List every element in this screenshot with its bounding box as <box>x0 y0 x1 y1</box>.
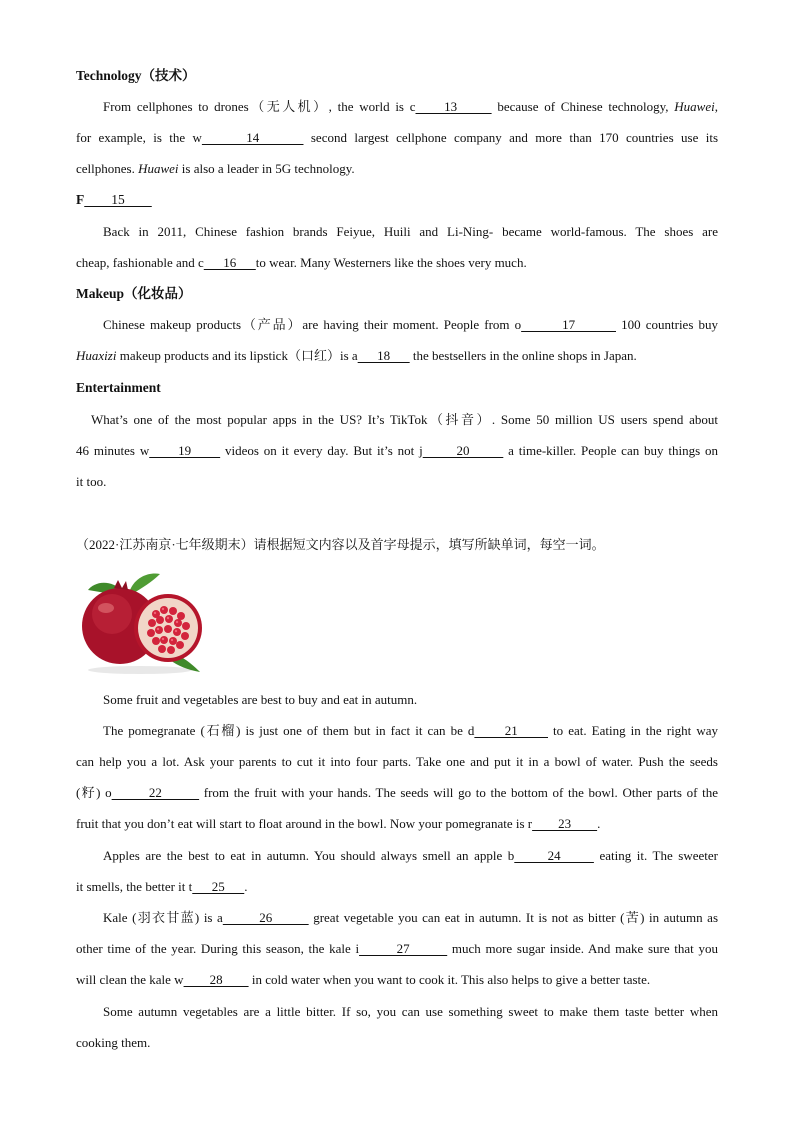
paragraph-pomegranate: The pomegranate (石榴) is just one of them but in fact it can be d 21 to eat. Eating in the right way can help you a lot. Ask your parents to cut it into four parts. Take one and put it in a bowl of water. Push the seeds (籽) o 22 from the fruit with your hands. The seeds will go to the bottom of the bowl. Other parts of the fruit that you don’t eat will start to float around in the bowl. Now your pomegranate is r 23 . <box>76 723 719 831</box>
paragraph-technology: From cellphones to drones（无人机）, the world is c 13 because of Chinese technology, Huawei, for example, is the w 14 second largest cellphone company and more than 170 countries use its cellphones. Huawei is also a leader in 5G technology. <box>76 99 719 176</box>
exercise-source-instruction: （2022·江苏南京·七年级期末）请根据短文内容以及首字母提示，填写所缺单词，每空一词。 <box>76 537 605 552</box>
blank-21[interactable]: 21 <box>474 723 548 738</box>
heading-technology: Technology（技术） <box>76 68 196 83</box>
blank-17[interactable]: 17 <box>521 317 616 332</box>
paragraph-apples: Apples are the best to eat in autumn. You should always smell an apple b 24 eating it. The sweeter it smells, the better it t 25 . <box>76 848 718 894</box>
blank-22[interactable]: 22 <box>111 785 200 800</box>
heading-fashion: F 15 <box>76 192 152 207</box>
pomegranate-image <box>80 570 208 674</box>
blank-13[interactable]: 13 <box>415 99 492 114</box>
heading-entertainment: Entertainment <box>76 380 161 395</box>
paragraph-kale: Kale (羽衣甘蓝) is a 26 great vegetable you can eat in autumn. It is not as bitter (苦) in autumn as other time of the year. During this season, the kale i 27 much more sugar inside. And make sure that you will clean the kale w 28 in cold water when you want to cook it. This also helps to give a better taste. <box>76 910 719 987</box>
blank-19[interactable]: 19 <box>149 443 221 458</box>
blank-23[interactable]: 23 <box>532 816 598 831</box>
blank-26[interactable]: 26 <box>222 910 309 925</box>
paragraph-entertainment: What’s one of the most popular apps in the US? It’s TikTok（抖音）. Some 50 million US users spend about 46 minutes w 19 videos on it every day. But it’s not j 20 a time-killer. People can buy things on it too. <box>76 412 718 489</box>
blank-14[interactable]: 14 <box>201 130 304 145</box>
blank-24[interactable]: 24 <box>514 848 594 863</box>
paragraph-bitter-vegetables: Some autumn vegetables are a little bitter. If so, you can use something sweet to make them taste better when cooking them. <box>76 1004 718 1050</box>
brand-huawei: Huawei <box>138 161 179 176</box>
blank-27[interactable]: 27 <box>359 941 448 956</box>
paragraph-makeup: Chinese makeup products（产品）are having their moment. People from o 17 100 countries buy Huaxizi makeup products and its lipstick（口红）is a 18 the bestsellers in the online shops in Japan. <box>76 317 718 363</box>
blank-15[interactable]: 15 <box>84 192 152 207</box>
brand-huawei: Huawei <box>674 99 715 114</box>
blank-16[interactable]: 16 <box>203 255 256 270</box>
blank-18[interactable]: 18 <box>357 348 410 363</box>
heading-makeup: Makeup（化妆品） <box>76 286 192 301</box>
paragraph-intro: Some fruit and vegetables are best to buy and eat in autumn. <box>103 692 418 707</box>
blank-28[interactable]: 28 <box>183 972 249 987</box>
brand-huaxizi: Huaxizi <box>76 348 117 363</box>
blank-20[interactable]: 20 <box>422 443 504 458</box>
paragraph-fashion: Back in 2011, Chinese fashion brands Feiyue, Huili and Li-Ning- became world-famous. The shoes are cheap, fashionable and c 16 to wear. Many Westerners like the shoes very much. <box>76 224 718 270</box>
blank-25[interactable]: 25 <box>192 879 245 894</box>
